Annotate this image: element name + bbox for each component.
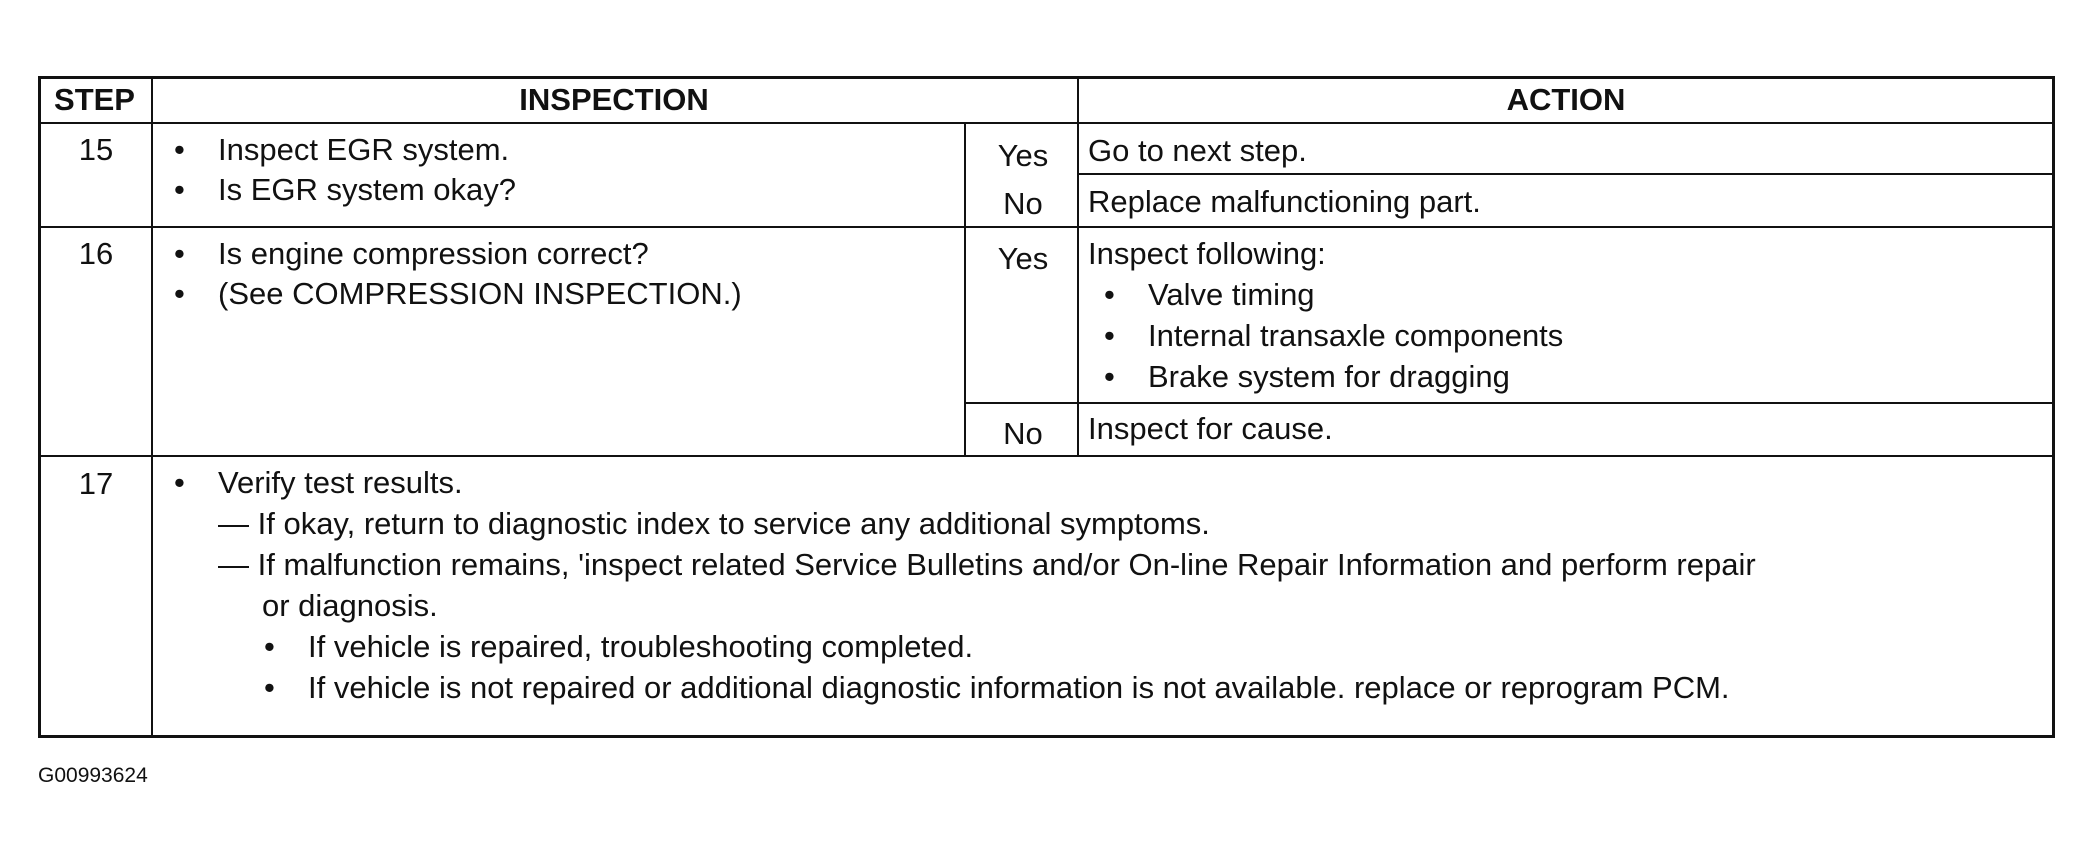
instruction-bullet: •If vehicle is repaired, troubleshooting completed. (264, 627, 973, 667)
inspection-item: •Is EGR system okay? (174, 170, 516, 210)
inspection-item: • Inspect EGR system. (174, 130, 509, 170)
inspection-item: • Verify test results. (174, 463, 463, 503)
yes-action-item: •Valve timing (1104, 275, 1315, 315)
no-action: Inspect for cause. (1088, 411, 1333, 446)
header-action: ACTION (1506, 82, 1626, 117)
header-divider (38, 122, 2055, 124)
step-column-divider (151, 76, 153, 738)
instruction-line: — If malfunction remains, 'inspect related Service Bulletins and/or On-line Repair Information and perform repair (218, 547, 1756, 582)
header-step: STEP (54, 82, 135, 117)
instruction-line: — If okay, return to diagnostic index to service any additional symptoms. (218, 506, 1210, 541)
yes-label: Yes (997, 138, 1049, 173)
figure-id: G00993624 (38, 764, 148, 787)
row16-divider (38, 455, 2055, 457)
step-number: 16 (78, 236, 114, 271)
yes-action: Go to next step. (1088, 133, 1307, 168)
no-action: Replace malfunctioning part. (1088, 184, 1481, 219)
step-number: 15 (78, 132, 114, 167)
instruction-line: or diagnosis. (262, 588, 438, 623)
row15-divider (38, 226, 2055, 228)
diagnostic-table (38, 76, 2055, 738)
step-number: 17 (78, 466, 114, 501)
inspection-item: •(See COMPRESSION INSPECTION.) (174, 274, 742, 314)
instruction-bullet: •If vehicle is not repaired or additional diagnostic information is not available. replace or reprogram PCM. (264, 668, 1730, 708)
row15-yes-no-divider (1078, 173, 2055, 175)
yes-action-title: Inspect following: (1088, 236, 1326, 271)
yes-action-item: •Brake system for dragging (1104, 357, 1510, 397)
yes-label: Yes (997, 241, 1049, 276)
row16-yes-no-divider (964, 402, 2055, 404)
yes-action-item: •Internal transaxle components (1104, 316, 1563, 356)
header-inspection: INSPECTION (519, 82, 709, 117)
no-label: No (1003, 186, 1043, 221)
inspection-item: • Is engine compression correct? (174, 234, 649, 274)
no-label: No (1003, 416, 1043, 451)
